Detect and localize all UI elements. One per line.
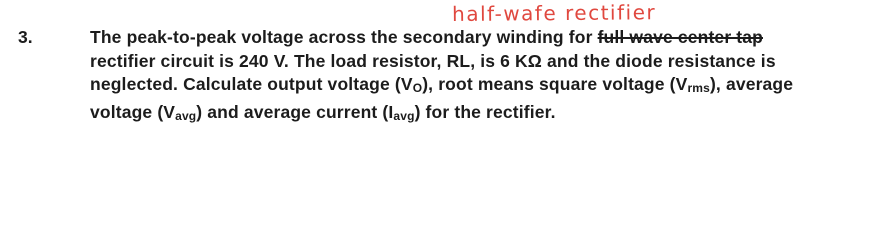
question-line-3: [90, 73, 885, 101]
question-number: 3.: [18, 27, 33, 47]
question-line-1: [90, 26, 885, 50]
question-line-4: [90, 101, 885, 129]
line4-text-a: voltage (V: [90, 101, 176, 122]
line3-text-c: ), average: [709, 74, 794, 94]
handwritten-annotation: half-wafe rectifier: [452, 0, 657, 26]
struck-text: full wave center tap: [597, 27, 763, 47]
vavg-subscript: avg: [175, 108, 197, 123]
iavg-subscript: avg: [393, 108, 415, 123]
line3-text-a: neglected. Calculate output voltage (V: [90, 74, 413, 94]
line4-text-c: ) for the rectifier.: [414, 101, 556, 122]
line3-text-b: ), root means square voltage (V: [422, 74, 688, 94]
line4-text-b: ) and average current (I: [196, 101, 394, 122]
vo-subscript: O: [412, 81, 423, 95]
question-line-2: rectifier circuit is 240 V. The load resistor, RL, is 6 KΩ and the diode resistance is: [90, 50, 776, 71]
line1-text: The peak-to-peak voltage across the secondary winding for: [90, 27, 598, 47]
question-text: [90, 26, 885, 128]
vrms-subscript: rms: [687, 81, 710, 95]
